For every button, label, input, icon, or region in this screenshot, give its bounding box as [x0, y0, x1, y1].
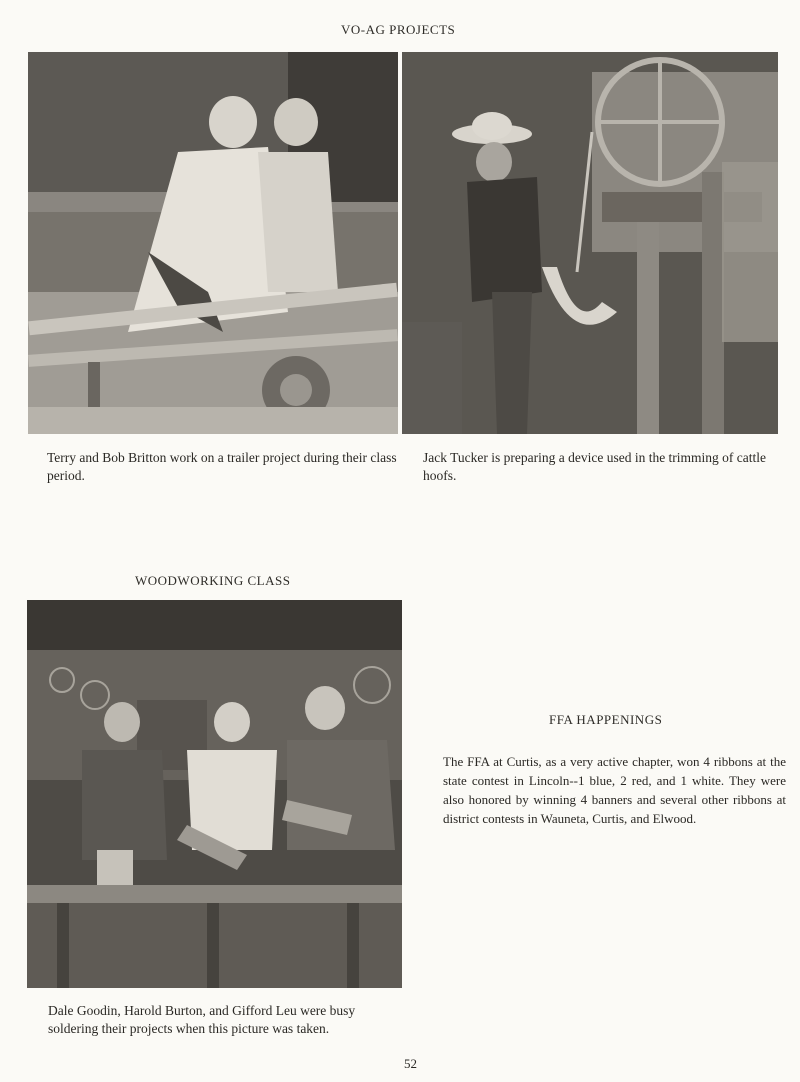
hoof-device-photo [402, 52, 778, 434]
woodworking-class-photo [27, 600, 402, 988]
trailer-project-photo [28, 52, 398, 434]
vo-ag-heading: VO-AG PROJECTS [341, 22, 456, 37]
woodworking-heading: WOODWORKING CLASS [135, 573, 291, 588]
page-number: 52 [404, 1056, 417, 1071]
hoof-device-caption: Jack Tucker is preparing a device used in the trimming of cattle hoofs. [423, 450, 767, 483]
ffa-heading: FFA HAPPENINGS [549, 712, 663, 727]
woodworking-caption: Dale Goodin, Harold Burton, and Gifford Leu were busy soldering their projects when this picture was taken. [48, 1003, 356, 1036]
trailer-project-caption: Terry and Bob Britton work on a trailer project during their class period. [47, 450, 397, 483]
ffa-body-text: The FFA at Curtis, as a very active chapter, won 4 ribbons at the state contest in Lincoln--1 blue, 2 red, and 1 white. They were also honored by winning 4 banners and several other ribbons at district contests in Wauneta, Curtis, and Elwood. [443, 754, 786, 826]
